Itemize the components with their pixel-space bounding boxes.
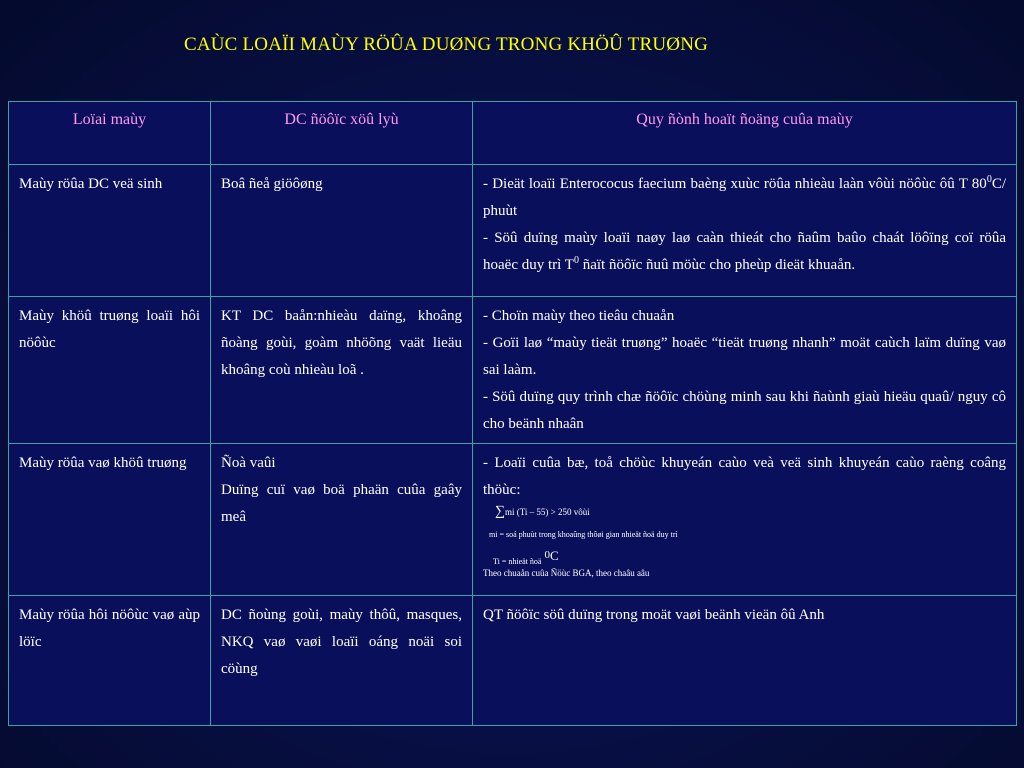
- dash-marker: -: [483, 176, 493, 192]
- table-row: [9, 444, 1017, 596]
- rule-text: Söû duïng quy trình chæ ñöôïc chöùng minh sau khi ñaùnh giaù hieäu quaû/ nguy cô cho beänh nhaân: [483, 389, 1006, 432]
- rule-line: [483, 225, 1006, 279]
- rule-line: [483, 303, 1006, 330]
- unit-celsius: C: [549, 548, 559, 563]
- machine-type-cell: Maùy röûa hôi nöôùc vaø aùp löïc: [9, 596, 211, 726]
- rule-text: Loaïi cuûa bæ, toå chöùc khuyeán caùo veà veä sinh khuyeán caùo raèng coâng thöùc:: [483, 455, 1006, 498]
- rule-line: [483, 450, 1006, 504]
- rule-text: Söû duïng maùy loaïi naøy laø caàn thieát cho ñaûm baûo chaát löôïng coï röûa hoaëc duy trì T: [483, 230, 1006, 273]
- ti-text: Ti = nhieät ñoä: [493, 557, 542, 566]
- item-line: Duïng cuï vaø boä phaän cuûa gaây meâ: [221, 482, 462, 525]
- dash-marker: -: [483, 389, 493, 405]
- dash-marker: -: [483, 335, 493, 351]
- superscript: 0: [573, 255, 579, 266]
- rule-line: [483, 330, 1006, 384]
- items-cell: [211, 444, 473, 596]
- formula-mi-definition: mi = soá phuùt trong khoaûng thôøi gian nhieät ñoä duy trì: [489, 530, 678, 539]
- formula-sum-text: mi (Ti – 55) > 250 vôùi: [504, 507, 590, 517]
- superscript: 0: [986, 174, 992, 185]
- item-line: Ñoà vaûi: [221, 455, 276, 471]
- formula-ti-definition: [493, 548, 559, 568]
- header-items-processed: DC ñöôïc xöû lyù: [211, 102, 473, 165]
- rule-text: ñaït ñöôïc ñuû möùc cho pheùp dieät khuaån.: [578, 257, 856, 273]
- table-row: [9, 596, 1017, 726]
- dash-marker: -: [483, 230, 495, 246]
- formula-block: [483, 504, 1006, 580]
- header-machine-type: Loïai maùy: [9, 102, 211, 165]
- items-cell: KT DC baån:nhieàu daïng, khoâng ñoàng goùi, goàm nhöõng vaät lieäu khoâng coù nhieàu loã .: [211, 297, 473, 444]
- rules-cell: [473, 444, 1017, 596]
- slide-title-text: CAÙC LOAÏI MAÙY RÖÛA DUØNG TRONG KHÖÛ TRUØNG: [183, 34, 709, 55]
- machine-type-cell: Maùy röûa vaø khöû truøng: [9, 444, 211, 596]
- rule-line: [483, 384, 1006, 438]
- table-header-row: [9, 102, 1017, 165]
- rule-line: [483, 171, 1006, 225]
- dash-marker: -: [483, 308, 492, 324]
- items-cell: DC ñoùng goùi, maùy thôû, masques, NKQ vaø vaøi loaïi oáng noäi soi cöùng: [211, 596, 473, 726]
- header-operation-rules: Quy ñònh hoaït ñoäng cuûa maùy: [473, 102, 1017, 165]
- rule-text: Dieät loaïi Enterococus faecium baèng xuùc röûa nhieàu laàn vôùi nöôùc ôû T 80: [492, 176, 987, 192]
- rules-cell: [473, 165, 1017, 297]
- sigma-symbol: ∑: [495, 504, 505, 519]
- degree-superscript: 0: [544, 549, 550, 561]
- slide-title: [0, 34, 1024, 56]
- machine-type-cell: Maùy khöû truøng loaïi hôi nöôùc: [9, 297, 211, 444]
- machines-table: [8, 101, 1017, 726]
- machine-type-cell: Maùy röûa DC veä sinh: [9, 165, 211, 297]
- table-row: [9, 165, 1017, 297]
- rule-text: Choïn maùy theo tieâu chuaån: [491, 308, 675, 324]
- formula-sum: [495, 504, 590, 520]
- rule-text: Goïi laø “maùy tieät truøng” hoaëc “tieät truøng nhanh” moät caùch laïm duïng vaø sai laàm.: [483, 335, 1006, 378]
- formula-source-note: Theo chuaån cuûa Ñöùc BGA, theo chaâu aâu: [483, 568, 650, 578]
- rules-cell: [473, 297, 1017, 444]
- rule-text: C/ phuùt: [483, 176, 1006, 219]
- table-row: [9, 297, 1017, 444]
- rules-cell: QT ñöôïc söû duïng trong moät vaøi beänh vieän ôû Anh: [473, 596, 1017, 726]
- items-cell: Boâ ñeå giöôøng: [211, 165, 473, 297]
- dash-marker: -: [483, 455, 495, 471]
